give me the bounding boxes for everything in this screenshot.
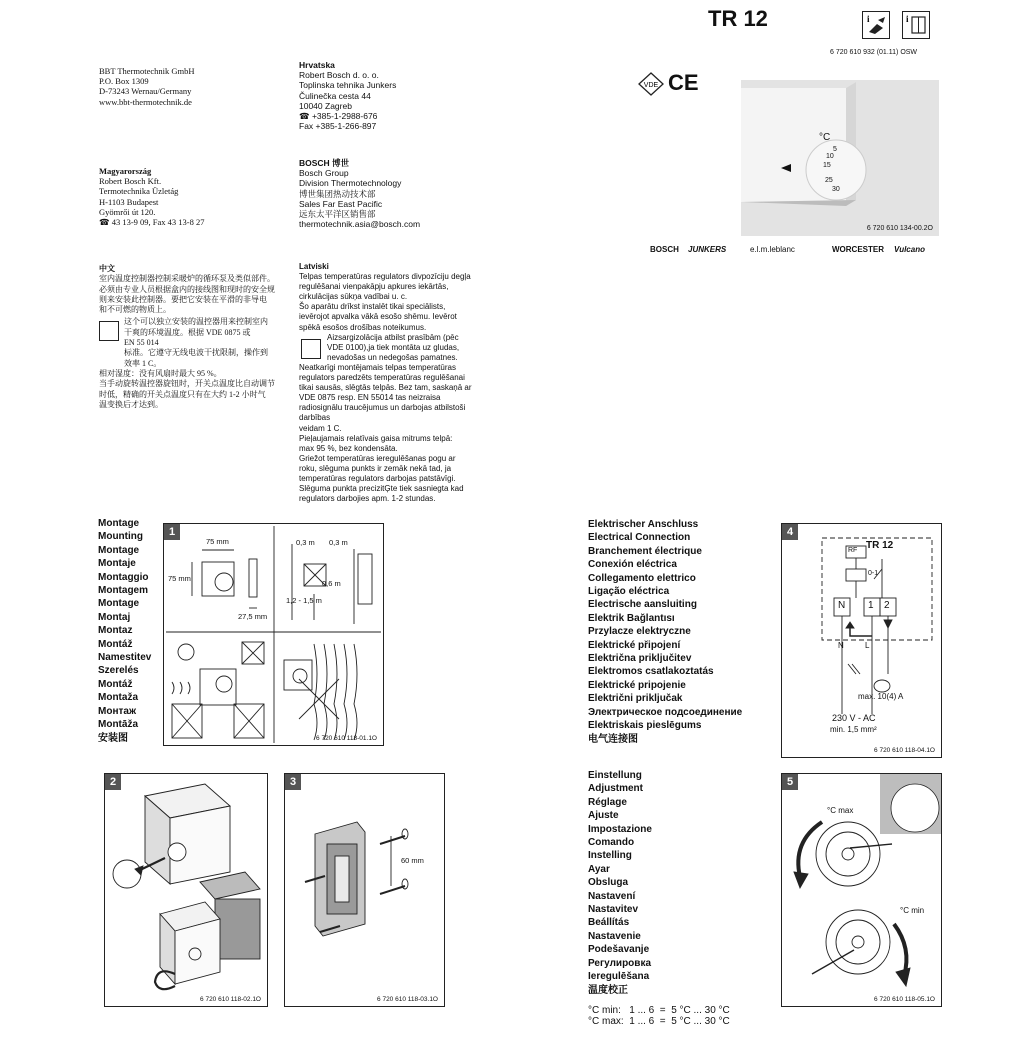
dim-depth: 27,5 mm	[238, 612, 268, 621]
dim-width: 75 mm	[206, 537, 229, 546]
figure-code: 6 720 610 118-03.1O	[377, 996, 438, 1003]
address-hungary: Magyarország Robert Bosch Kft. Termotechnika Üzletág H-1103 Budapest Gyömrői út 120. ☎ 43 13-9 09, Fax 43 13-8 27	[99, 166, 205, 228]
address-bbt: BBT Thermotechnik GmbH P.O. Box 1309 D-73243 Wernau/Germany www.bbt-thermotechnik.de	[99, 66, 195, 107]
product-photo	[741, 80, 939, 236]
dial-mark: 5	[833, 146, 837, 153]
live-label: L	[865, 641, 870, 650]
figure-number: 3	[285, 774, 301, 790]
protective-insulation-icon	[301, 339, 321, 359]
switch-label: 0-1	[868, 570, 879, 577]
mounting-height: 1,2 - 1,5 m	[286, 596, 322, 605]
vde-mark-icon	[638, 72, 664, 101]
dial-mark: 15	[823, 162, 831, 169]
cmin-label: °C min	[900, 906, 925, 915]
installation-manual-icon	[862, 11, 890, 39]
figure-code: 6 720 610 118-05.1O	[874, 996, 935, 1003]
terminal-1: 1	[868, 600, 874, 611]
dial-mark: 30	[832, 186, 840, 193]
adjustment-ranges: °C min: 1 ... 6 = 5 °C ... 30 °C °C max: 1 ... 6 = 5 °C ... 30 °C	[588, 1005, 730, 1027]
figure-4-wiring	[781, 523, 942, 758]
figure-1-mounting	[163, 523, 384, 746]
figure-number: 5	[782, 774, 798, 790]
svg-text:i: i	[906, 14, 909, 24]
dial-mark: 25	[825, 177, 833, 184]
figure-number: 4	[782, 524, 798, 540]
dial-unit: °C	[819, 132, 831, 143]
address-china: BOSCH 博世 Bosch Group Division Thermotechnology 博世集团热动技术部 Sales Far East Pacific 远东太平洋区销售部 thermotechnik.asia@bosch.com	[299, 158, 421, 230]
dial-mark: 10	[826, 153, 834, 160]
svg-text:i: i	[867, 14, 870, 24]
dim-hole-spacing: 60 mm	[401, 856, 424, 865]
brand-row	[650, 244, 946, 258]
figure-5-adjustment	[781, 773, 942, 1007]
figure-number: 1	[164, 524, 180, 540]
cable-size: min. 1,5 mm²	[830, 725, 877, 734]
figure-code: 6 720 610 118-04.1O	[874, 747, 935, 754]
electrical-labels: Elektrischer Anschluss Electrical Connection Branchement électrique Conexión eléctrica Collegamento elettrico Ligação eléctrica Electrische aansluiting Elektrik Bağlantısı Przylacze elektryczne Elektrické připojení Električna priključitev Elektromos csatlakoztatás Elektrické pripojenie Električni priključak Электрическое подсоединение Elektriskais pieslēgums 电气连接图	[588, 519, 743, 745]
brand-worcester: WORCESTER	[832, 245, 884, 254]
brand-junkers: JUNKERS	[688, 245, 727, 254]
address-croatia: Hrvatska Robert Bosch d. o. o. Toplinska tehnika Junkers Čulinečka cesta 44 10040 Zagreb ☎ +385-1-2988-676 Fax +385-1-266-897	[299, 60, 397, 132]
rf-label: RF	[848, 547, 858, 554]
dim-height: 75 mm	[168, 574, 191, 583]
figure-2-remove-knob	[104, 773, 268, 1007]
model-title: TR 12	[708, 6, 768, 31]
wiring-model: TR 12	[866, 540, 894, 551]
figure-3-wall-mount	[284, 773, 445, 1007]
document-code: 6 720 610 932 (01.11) OSW	[830, 49, 918, 56]
terminal-2: 2	[884, 600, 890, 611]
ce-mark: CE	[668, 70, 699, 95]
neutral-label: N	[838, 641, 844, 650]
supply-voltage: 230 V - AC	[832, 713, 876, 723]
mounting-labels: Montage Mounting Montage Montaje Montaggio Montagem Montage Montaj Montaz Montáž Namestitev Szerelés Montáž Montaža Монтаж Montāža 安装图	[98, 518, 152, 744]
brand-bosch: BOSCH	[650, 245, 679, 254]
fuse-rating: max. 10(4) A	[858, 692, 904, 701]
clearance-bottom: 0,6 m	[322, 579, 341, 588]
figure-number: 2	[105, 774, 121, 790]
terminal-n: N	[838, 600, 846, 611]
adjustment-labels: Einstellung Adjustment Réglage Ajuste Impostazione Comando Instelling Ayar Obsluga Nastavení Nastavitev Beállítás Nastavenie Podešavanje Регулировка Ieregulēšana 温度校正	[588, 770, 652, 996]
chinese-notice: 中文 室内温度控制器控制采暖炉的循环泵及类似部件。 必须由专业人员根据盒内的接线图和现时的安全规 则来安装此控制器。要把它安装在平滑的非导电 和不可燃的物质上。 这个可以独立安装的温控器用来控制室内 干爽的环境温度。根据 VDE 0875 或 EN 55 014 标准。它遵守无线电波干扰限制，操作到 效率 1 C。 相对湿度：没有风扇时最大 95 %。 当手动旋转温控器旋钮时，开关点温度比自动调节 时低，精确的开关点温度只有在大约 1-2 小时气 温变换后才达到。	[99, 264, 275, 409]
user-manual-icon	[902, 11, 930, 39]
product-image-code: 6 720 610 134-00.2O	[866, 225, 933, 232]
svg-text:VDE: VDE	[643, 82, 659, 89]
cmax-label: °C max	[827, 806, 854, 815]
figure-code: 6 720 610 118-02.1O	[200, 996, 261, 1003]
latvian-notice: Latviski Telpas temperatūras regulators divpozīciju degļa regulēšanai vienpakāpju apkures iekārtās, cirkulācijas sūkņa vadībai u. c. Šo aparātu drīkst instalēt tikai speciālists, ievērojot apvalka vākā esošo shēmu. Ievērot spēkā esošos drošības noteikumus. Aizsargizolācija atbilst prasībām (pēc VDE 0100),ja tiek montāta uz gludas, nevadošas un nedegošas pamatnes. Neatkarīgi montējamais telpas temperatūras regulators paredzēts temperatūras regulēšanai tikai sausās, slēgtās telpās. Bez tam, saskaņā ar VDE 0875 resp. EN 55014 tas neizraisa radiosignālu traucējumus un darbojas atbilstoši darbības veidam 1 C. Pieļaujamais relatīvais gaisa mitrums telpā: max 95 %, bez kondensāta. Griežot temperatūras ieregulēšanas pogu ar roku, slēguma punkts ir zemāk nekā tad, ja temperatūras regulators darbojas patstāvīgi. Slēguma punkta precizitĢte tiek sasniegta kad regulators darbojies apm. 1-2 stundas.	[299, 262, 472, 504]
brand-vulcano: Vulcano	[894, 245, 925, 254]
protective-insulation-icon	[99, 321, 119, 341]
brand-elmleblanc: e.l.m.leblanc	[750, 245, 795, 254]
figure-code: 6 720 610 118-01.1O	[316, 735, 377, 742]
clearance-left: 0,3 m	[296, 538, 315, 547]
clearance-right: 0,3 m	[329, 538, 348, 547]
